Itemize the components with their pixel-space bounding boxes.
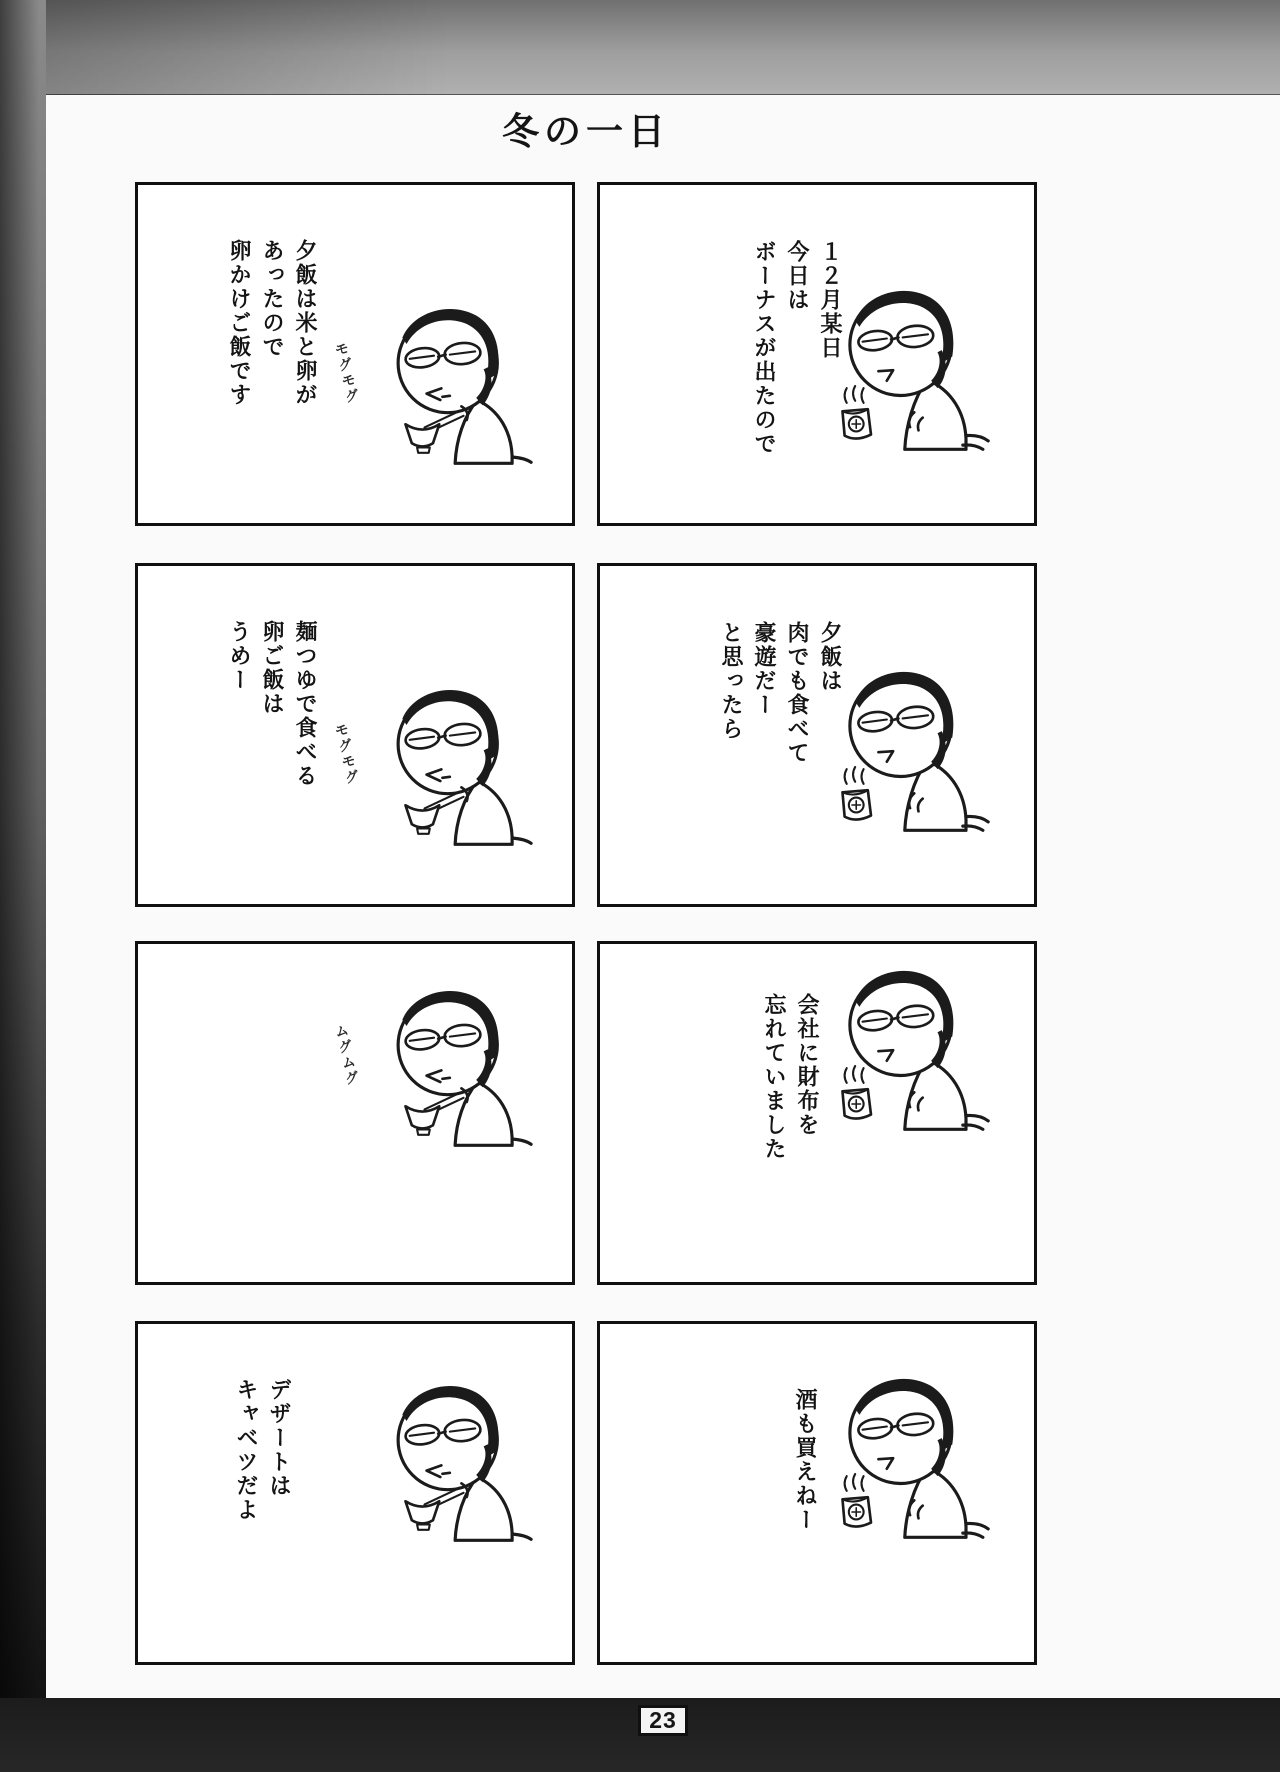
page-title: 冬の一日 xyxy=(502,111,670,152)
character-figure xyxy=(333,672,548,857)
panel-dialogue xyxy=(230,1378,296,1522)
man-with-sake-cup-illustration xyxy=(814,957,1004,1137)
dialogue-line: １２月某日 xyxy=(818,240,843,360)
manga-panel-row4-left xyxy=(135,1321,575,1665)
character-figure xyxy=(333,1368,548,1553)
man-eating-rice-bowl-illustration xyxy=(358,672,548,852)
character-figure xyxy=(789,277,1004,462)
dialogue-line: キャベツだよ xyxy=(234,1378,259,1522)
panel-dialogue xyxy=(223,239,322,407)
man-eating-rice-bowl-illustration xyxy=(358,1368,548,1548)
manga-panel-row2-left xyxy=(135,563,575,907)
dialogue-line: 今日は xyxy=(785,240,810,312)
manga-panel-row1-right xyxy=(597,182,1037,526)
scan-edge-left xyxy=(0,0,46,1772)
manga-panel-row3-right xyxy=(597,941,1037,1285)
sfx-munching-text: モグモグ xyxy=(332,721,362,787)
dialogue-line: 夕飯は xyxy=(818,621,843,693)
man-with-sake-cup-illustration xyxy=(814,1365,1004,1545)
scan-edge-bottom xyxy=(0,1698,1280,1772)
character-figure xyxy=(333,973,548,1158)
dialogue-line: ボーナスが出たので xyxy=(752,240,777,456)
dialogue-line: 卵かけご飯です xyxy=(227,239,252,407)
man-eating-rice-bowl-illustration xyxy=(358,291,548,471)
dialogue-line: 忘れていました xyxy=(762,993,787,1161)
scan-edge-top xyxy=(0,0,1280,95)
dialogue-line: 卵ご飯は xyxy=(260,620,285,716)
dialogue-line: 酒も買えねー xyxy=(793,1388,818,1532)
man-with-sake-cup-illustration xyxy=(814,277,1004,457)
dialogue-line: うめー xyxy=(227,620,252,692)
manga-panel-row4-right xyxy=(597,1321,1037,1665)
dialogue-line: あったので xyxy=(260,239,285,359)
manga-panel-row3-left xyxy=(135,941,575,1285)
character-figure xyxy=(333,291,548,476)
sfx-munching-text: モグモグ xyxy=(332,340,362,406)
man-with-sake-cup-illustration xyxy=(814,658,1004,838)
character-figure xyxy=(789,658,1004,843)
dialogue-line: 夕飯は米と卵が xyxy=(293,239,318,407)
manga-panel-row2-right xyxy=(597,563,1037,907)
man-eating-rice-bowl-illustration xyxy=(358,973,548,1153)
character-figure xyxy=(789,957,1004,1142)
dialogue-line: 豪遊だー xyxy=(752,621,777,717)
manga-panel-row1-left xyxy=(135,182,575,526)
dialogue-line: 肉でも食べて xyxy=(785,621,810,765)
dialogue-line: 会社に財布を xyxy=(795,993,820,1137)
character-figure xyxy=(789,1365,1004,1550)
dialogue-line: デザートは xyxy=(267,1378,292,1498)
dialogue-line: 麺つゆで食べる xyxy=(293,620,318,788)
sfx-munching-text: ムグムグ xyxy=(332,1022,362,1088)
panel-dialogue xyxy=(223,620,322,788)
dialogue-line: と思ったら xyxy=(719,621,744,741)
page-number: 23 xyxy=(638,1705,688,1736)
